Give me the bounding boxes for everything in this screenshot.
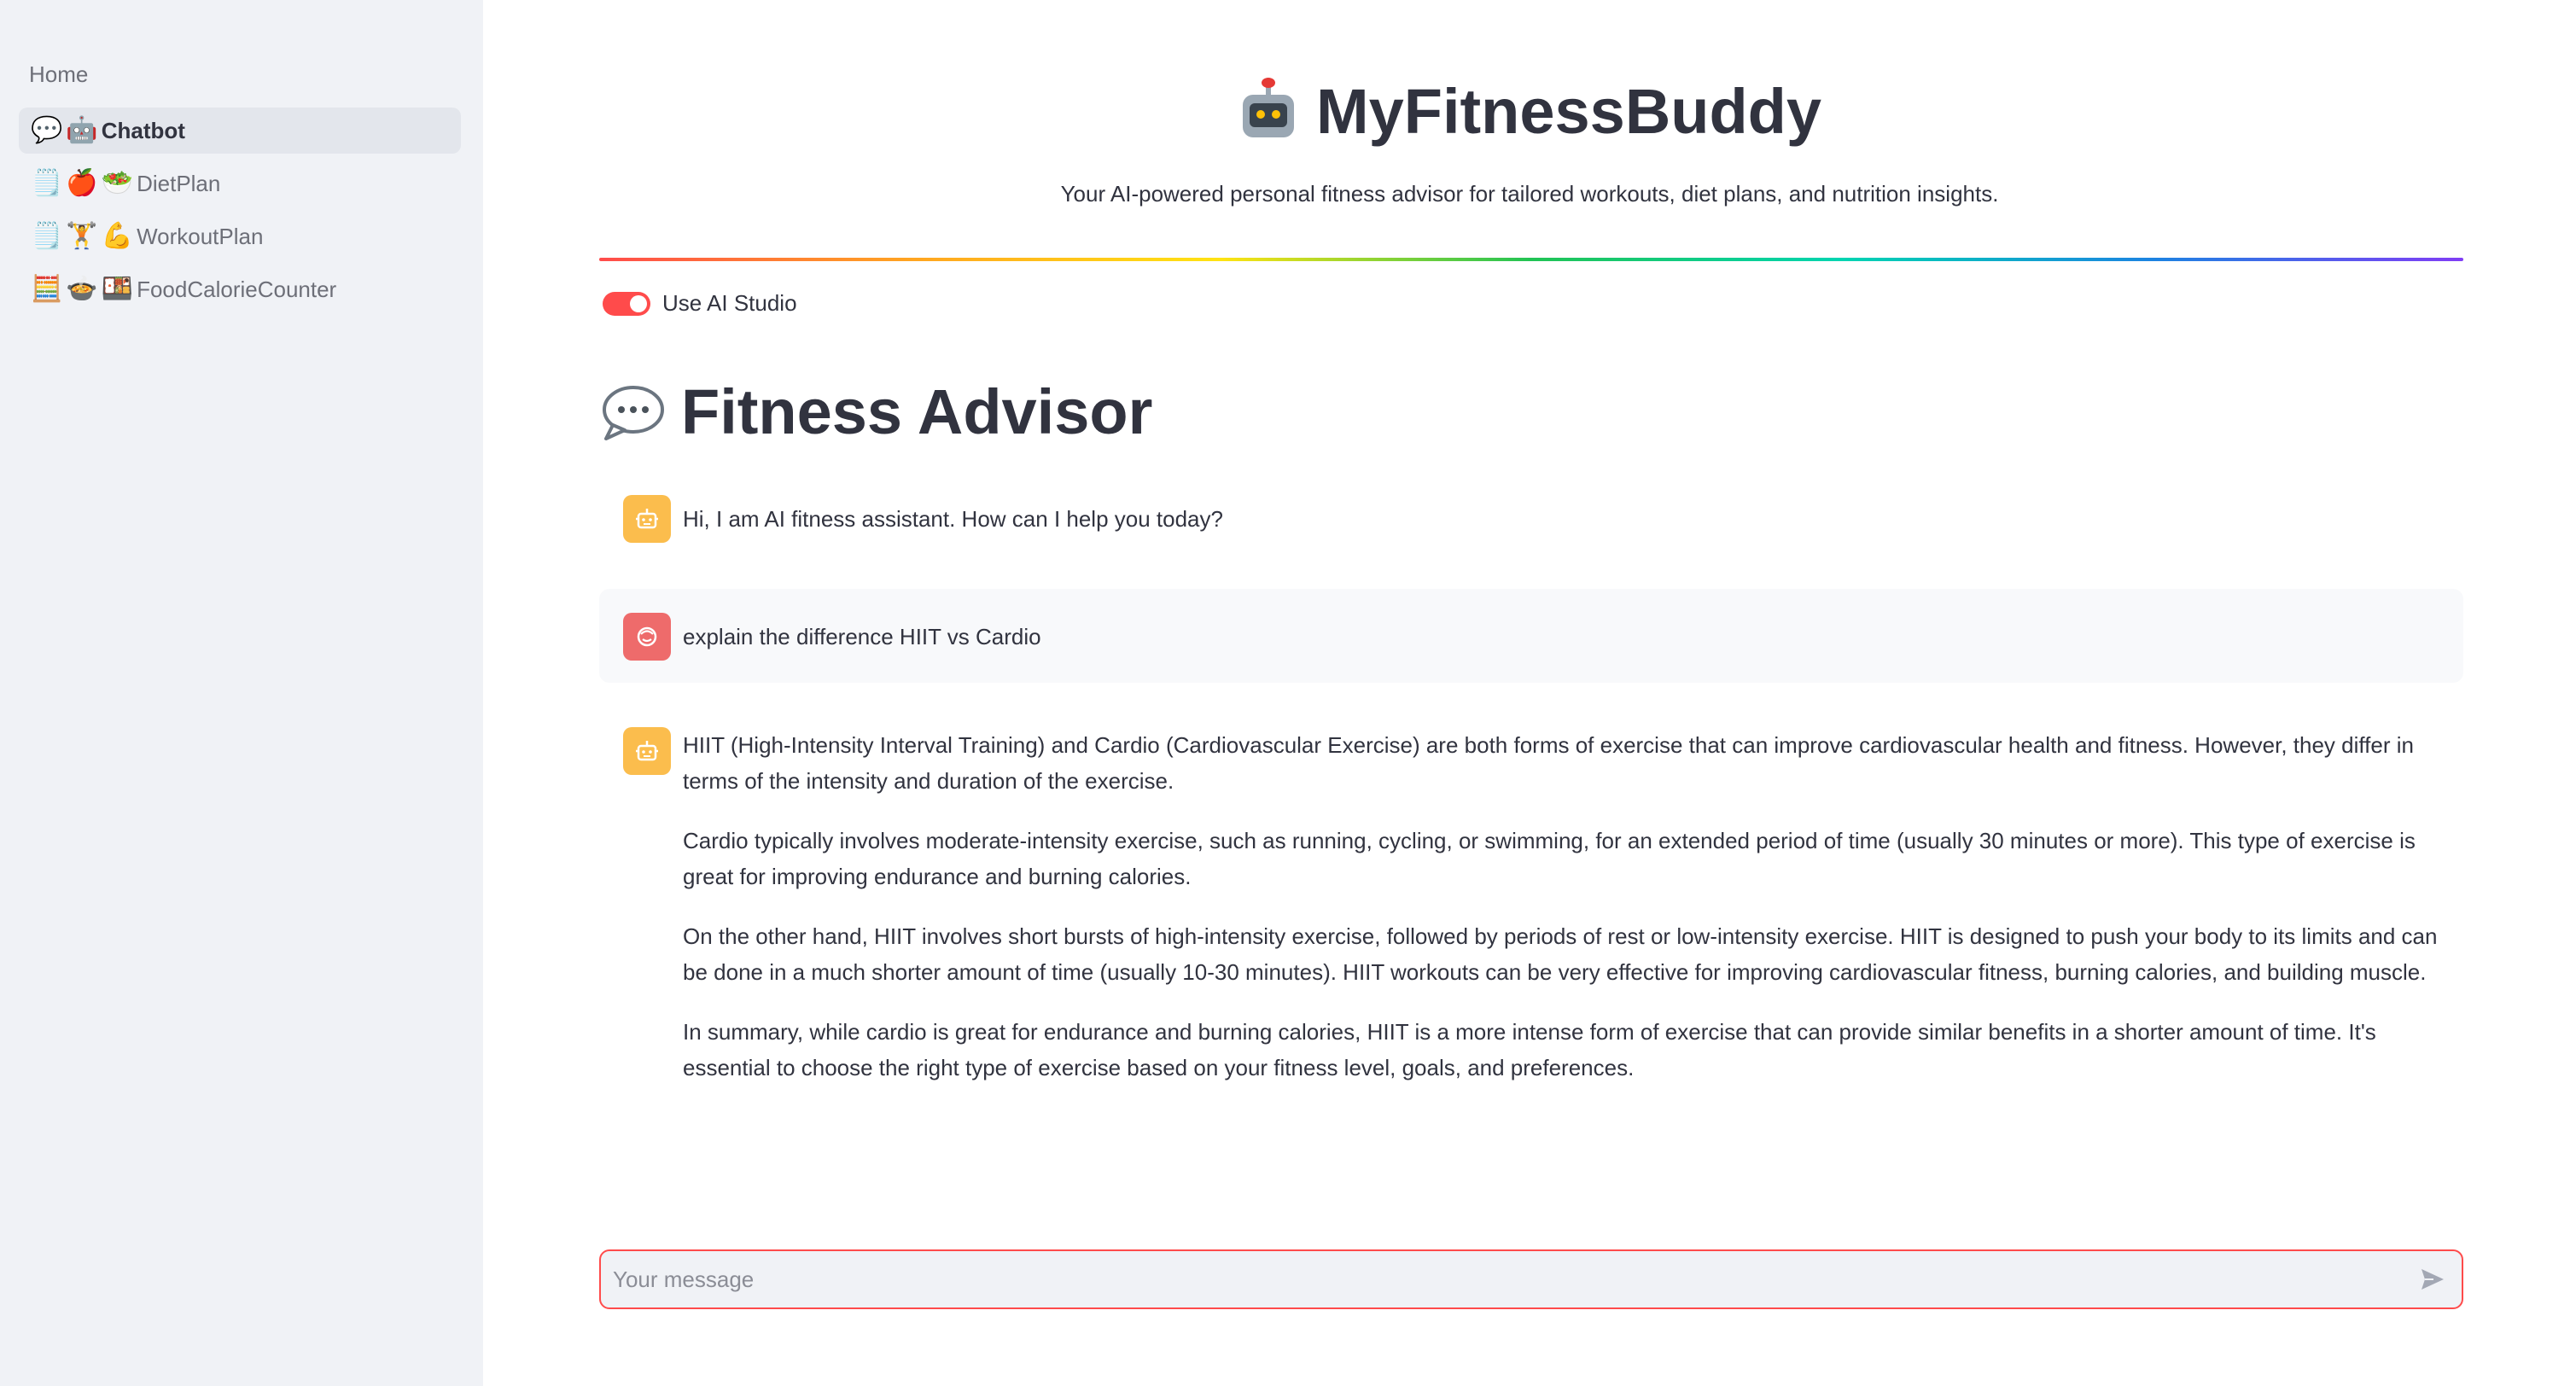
- sidebar-item-foodcaloriecounter[interactable]: [19, 266, 461, 312]
- notepad-icon: 🗒️: [31, 168, 63, 198]
- message-paragraph: HIIT (High-Intensity Interval Training) and Cardio (Cardiovascular Exercise) are both forms of exercise that can improve cardiovascular health and fitness. However, they differ in terms of the intensity and duration of the exercise.: [683, 732, 2414, 794]
- sidebar-item-label: WorkoutPlan: [137, 223, 264, 249]
- notepad-icon: 🗒️: [31, 221, 63, 251]
- section-title-text: Fitness Advisor: [681, 376, 1153, 447]
- chat-message-assistant: [599, 727, 2463, 1086]
- robot-icon: [1238, 81, 1299, 143]
- bento-box-icon: 🍱: [101, 274, 134, 304]
- sidebar-item-label: FoodCalorieCounter: [137, 276, 337, 302]
- user-face-icon: [633, 623, 661, 650]
- rainbow-divider: [599, 258, 2463, 261]
- message-paragraph: Hi, I am AI fitness assistant. How can I help you today?: [683, 506, 1223, 532]
- message-paragraph: On the other hand, HIIT involves short bursts of high-intensity exercise, followed by periods of rest or low-intensity exercise. HIIT is designed to push your body to its limits and can be done in a much shorter amount of time (usually 10-30 minutes). HIIT workouts can be very effective for improving cardiovascular fitness, burning calories, and building muscle.: [683, 923, 2438, 985]
- app-subtitle: Your AI-powered personal fitness advisor for tailored workouts, diet plans, and nutrition insights.: [1060, 181, 1999, 207]
- sidebar-item-chatbot[interactable]: [19, 108, 461, 154]
- nav-home[interactable]: Home: [29, 61, 89, 87]
- speech-bubble-icon: 💬: [31, 115, 63, 145]
- sidebar-item-dietplan[interactable]: [19, 160, 461, 207]
- app-title-text: MyFitnessBuddy: [1315, 76, 1822, 147]
- sidebar-item-label: DietPlan: [137, 170, 221, 196]
- nav-icons: [31, 168, 134, 198]
- robot-icon: 🤖: [66, 115, 98, 145]
- sidebar-item-workoutplan[interactable]: [19, 213, 461, 259]
- assistant-avatar: [623, 495, 671, 543]
- abacus-icon: 🧮: [31, 274, 63, 304]
- speech-bubble-icon: [599, 382, 666, 442]
- message-text: [683, 727, 2463, 1086]
- sidebar-item-label: Chatbot: [101, 117, 185, 143]
- bot-icon: [633, 505, 661, 533]
- message-text: [683, 613, 1041, 659]
- user-avatar: [623, 613, 671, 661]
- main-content: [483, 0, 2576, 1386]
- ai-studio-toggle[interactable]: [603, 292, 650, 316]
- apple-icon: 🍎: [66, 168, 98, 198]
- chat-message-user: [599, 589, 2463, 683]
- nav-icons: [31, 274, 134, 304]
- ai-studio-toggle-label: Use AI Studio: [662, 290, 797, 316]
- chat-input-box: [599, 1249, 2463, 1309]
- ai-studio-toggle-row: [603, 290, 797, 317]
- send-button[interactable]: [2416, 1262, 2450, 1296]
- weightlifter-icon: 🏋️: [66, 221, 98, 251]
- stew-icon: 🍲: [66, 274, 98, 304]
- assistant-avatar: [623, 727, 671, 775]
- section-title: [599, 376, 1152, 448]
- salad-icon: 🥗: [101, 168, 134, 198]
- message-paragraph: explain the difference HIIT vs Cardio: [683, 624, 1041, 649]
- flexed-bicep-icon: 💪: [101, 221, 134, 251]
- nav-icons: [31, 221, 134, 251]
- message-text: [683, 495, 1223, 543]
- message-paragraph: In summary, while cardio is great for endurance and burning calories, HIIT is a more intense form of exercise that can provide similar benefits in a shorter amount of time. It's essential to choose the right type of exercise based on your fitness level, goals, and preferences.: [683, 1019, 2376, 1080]
- send-icon: [2419, 1266, 2446, 1293]
- app-title: [483, 75, 2576, 148]
- sidebar: [0, 0, 483, 1386]
- chat-message-assistant: [599, 495, 2463, 543]
- message-paragraph: Cardio typically involves moderate-intensity exercise, such as running, cycling, or swimming, for an extended period of time (usually 30 minutes or more). This type of exercise is great for improving endurance and burning calories.: [683, 828, 2416, 889]
- chat-input[interactable]: [613, 1267, 2416, 1293]
- bot-icon: [633, 737, 661, 765]
- nav-icons: [31, 115, 98, 145]
